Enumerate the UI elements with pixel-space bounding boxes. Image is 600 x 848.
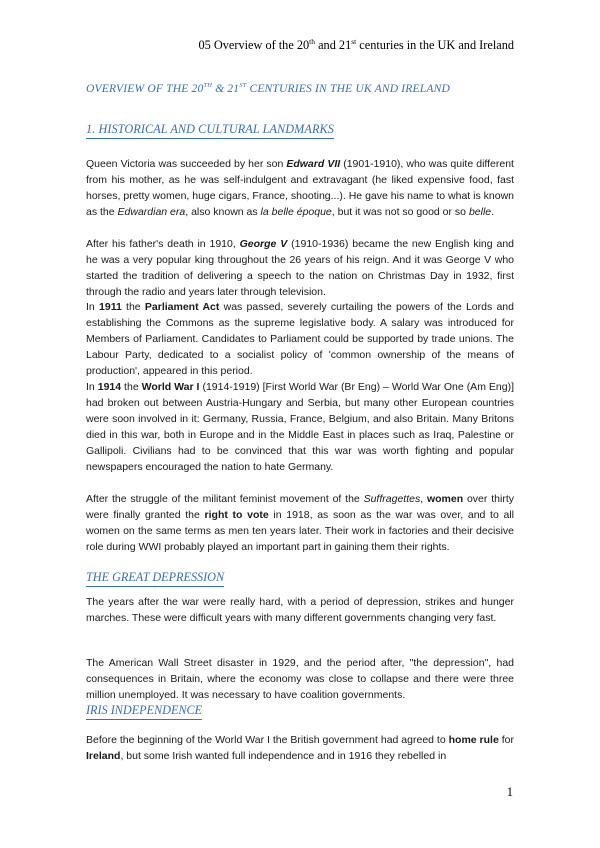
section-heading-great-depression: THE GREAT DEPRESSION	[86, 570, 224, 585]
section-heading-irish-independence: IRIS INDEPENDENCE	[86, 703, 202, 718]
document-title: OVERVIEW OF THE 20TH & 21ST CENTURIES IN THE UK AND IRELAND	[86, 82, 451, 95]
page-number: 1	[506, 785, 513, 799]
paragraph-world-war-i: In 1914 the World War I (1914-1919) [First World War (Br Eng) – World War One (Am Eng)] had broken out between Austria-Hungary and Serbia, but many other European countries were soon involved in it: Germany, Russia, France, Belgium, and also Britain. Many Britons died in this war, both in Europe and in the Middle East in places such as Iraq, Palestine or Gallipoli. Civilians had to be convinced that this war was worth fighting and popular newspapers encouraged the nation to hate Germany.	[86, 381, 514, 473]
paragraph-suffragettes: After the struggle of the militant feminist movement of the Suffragettes, women over thirty were finally granted the right to vote in 1918, as soon as the war was over, and to all women on the same terms as men ten years later. Their work in factories and their decisive role during WWI probably played an important part in gaining them their rights.	[86, 493, 514, 553]
paragraph-parliament-act: In 1911 the Parliament Act was passed, severely curtailing the powers of the Lords and establishing the Commons as the supreme legislative body. A salary was introduced for Members of Parliament. Candidates to Parliament could be supported by trade unions. The Labour Party, dedicated to a socialist policy of 'common ownership of the means of production', appeared in this period.	[86, 301, 514, 377]
paragraph-george-v: After his father's death in 1910, George V (1910-1936) became the new English king and he was a very popular king throughout the 26 years of his reign. And it was George V who started the tradition of delivering a speech to the nation on Christmas Day in 1932, first through the radio and years later through television.	[86, 238, 514, 298]
paragraph-edward-vii: Queen Victoria was succeeded by her son Edward VII (1901-1910), who was quite different from his mother, as he was self-indulgent and extravagant (he liked expensive food, fast horses, pretty women, huge cigars, France, shooting...). He gave his name to what is known as the Edwardian era, also known as la belle époque, but it was not so good or so belle.	[86, 158, 514, 218]
paragraph-post-war-years: The years after the war were really hard, with a period of depression, strikes and hunger marches. These were difficult years with many different governments changing very fast.	[86, 596, 514, 624]
paragraph-wall-street: The American Wall Street disaster in 1929, and the period after, "the depression", had consequences in Britain, where the economy was close to collapse and there were three million unemployed. It was necessary to have coalition governments.	[86, 657, 514, 701]
section-heading-landmarks: 1. HISTORICAL AND CULTURAL LANDMARKS	[86, 122, 334, 137]
paragraph-home-rule: Before the beginning of the World War I the British government had agreed to home rule for Ireland, but some Irish wanted full independence and in 1916 they rebelled in	[86, 734, 515, 762]
running-header: 05 Overview of the 20th and 21st centuries in the UK and Ireland	[198, 37, 514, 53]
